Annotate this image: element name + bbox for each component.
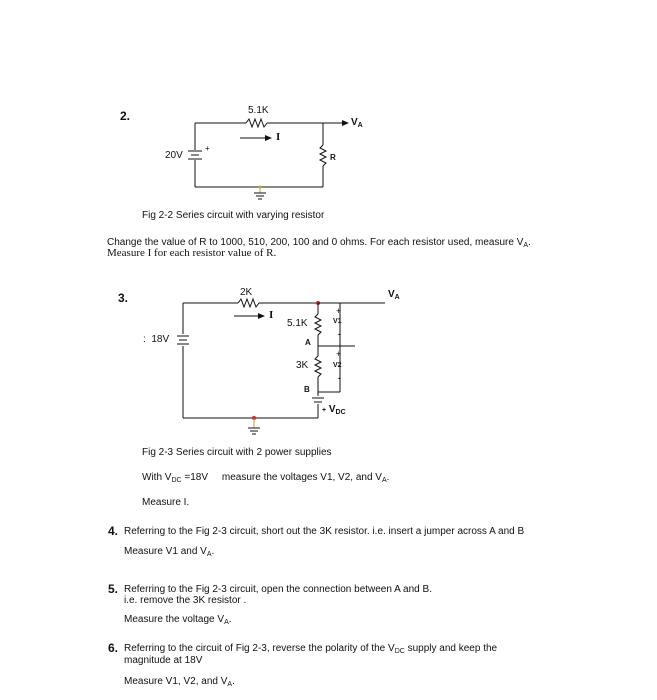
v2-plus-label: + xyxy=(336,349,342,359)
resistor-5-1k-label-b: 5.1K xyxy=(287,318,308,329)
problem-3-measure: Measure I. xyxy=(142,497,190,508)
resistor-3k-label: 3K xyxy=(296,360,309,371)
problem-6-line-2: magnitude at 18V xyxy=(124,655,203,666)
v1-label: V1 xyxy=(333,318,342,325)
resistor-3k-symbol xyxy=(315,356,321,377)
v2-minus-label: - xyxy=(338,373,341,383)
problem-4-line-2: Measure V1 and $V_A$. xyxy=(124,546,215,558)
resistor-2k-symbol xyxy=(238,299,259,307)
problem-6-line-1: Referring to the circuit of Fig 2-3, reverse the polarity of the $V_{DC}$ supply and keep the xyxy=(124,643,498,655)
vdc-label: + $V_{DC}$ xyxy=(322,404,346,416)
problem-4-line-1: Referring to the Fig 2-3 circuit, short out the 3K resistor. i.e. insert a jumper across A and B xyxy=(124,526,525,537)
source-20v-label: 20V xyxy=(165,150,183,161)
current-label-b: I xyxy=(269,309,274,321)
v1-minus-label: - xyxy=(338,329,341,339)
problem-3-number: 3. xyxy=(118,291,129,305)
fig-2-2-caption: Fig 2-2 Series circuit with varying resistor xyxy=(142,210,325,221)
problem-5-line-2: i.e. remove the 3K resistor . xyxy=(124,595,247,606)
problem-6-line-3: Measure V1, V2, and $V_A$. xyxy=(124,676,235,688)
problem-2-instruction-1: Change the value of R to 1000, 510, 200, 100 and 0 ohms. For each resistor used, measure $V_A$. xyxy=(107,237,531,249)
problem-2-number: 2. xyxy=(120,109,131,123)
fig-2-3-caption: Fig 2-3 Series circuit with 2 power supplies xyxy=(142,447,332,458)
problem-5-number: 5. xyxy=(108,582,119,596)
problem-2-instruction-2: Measure I for each resistor value of R. xyxy=(107,247,277,259)
resistor-5-1k-symbol-b xyxy=(315,314,321,335)
resistor-r-label: R xyxy=(330,153,336,162)
v2-label: V2 xyxy=(333,362,342,369)
ground-icon-b xyxy=(248,416,260,434)
va-label-b: $V_A$ xyxy=(388,289,400,301)
resistor-2k-label: 2K xyxy=(240,287,253,298)
problem-5-line-1: Referring to the Fig 2-3 circuit, open the connection between A and B. xyxy=(124,584,432,595)
v1-plus-label: + xyxy=(336,306,342,316)
problem-3-with-line: With $V_{DC} =18V$ measure the voltages V1, V2, and $V_A$. xyxy=(142,472,390,484)
current-label: I xyxy=(276,131,281,143)
source-18v-label: : 18V xyxy=(143,334,170,345)
resistor-5-1k-label: 5.1K xyxy=(248,105,269,116)
node-a-label: A xyxy=(305,338,311,347)
va-label: $V_A$ xyxy=(351,117,363,129)
problem-6-number: 6. xyxy=(108,641,119,655)
source-plus-label: + xyxy=(205,144,210,153)
problem-5-line-3: Measure the voltage $V_A$. xyxy=(124,614,232,626)
node-b-label: B xyxy=(304,385,310,394)
problem-4-number: 4. xyxy=(108,524,119,538)
